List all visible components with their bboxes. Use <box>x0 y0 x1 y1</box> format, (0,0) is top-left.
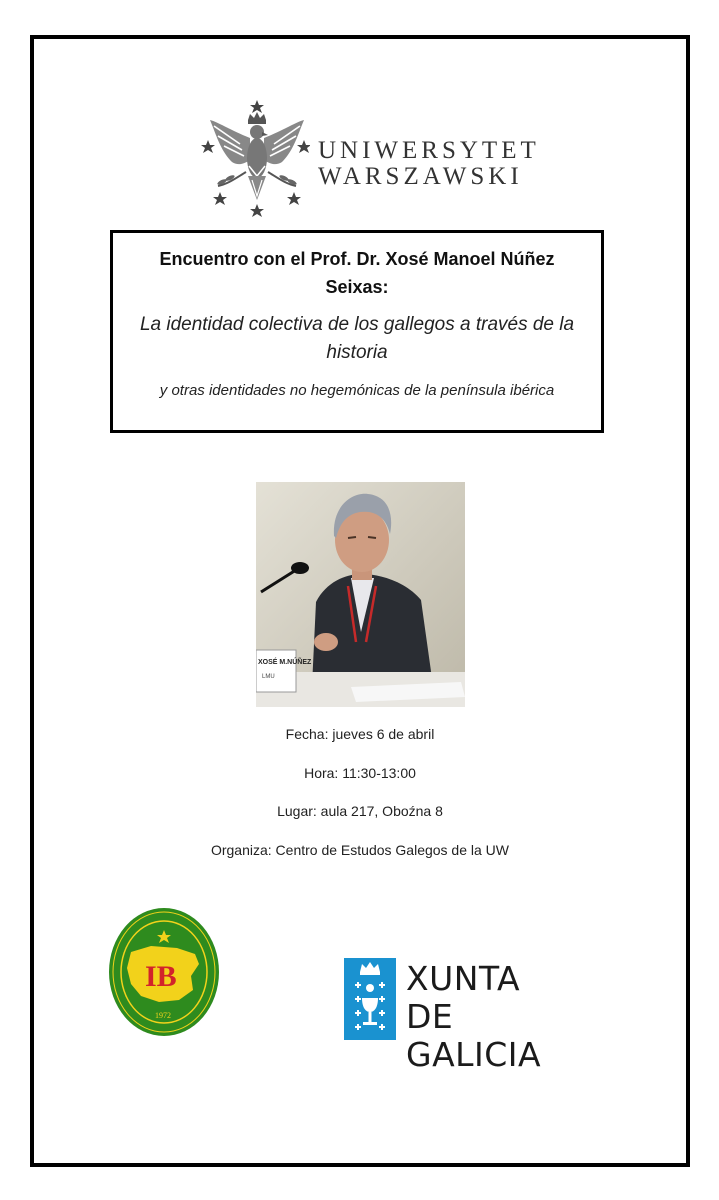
xunta-logo <box>344 958 574 1074</box>
event-date: Fecha: jueves 6 de abril <box>285 726 435 742</box>
speaker-photo-illustration <box>256 482 465 707</box>
speaker-photo <box>256 482 465 707</box>
xunta-name-line1: XUNTA <box>406 959 521 998</box>
event-subtitle: La identidad colectiva de los gallegos a través de la historia <box>139 314 575 363</box>
university-name-line1: UNIWERSYTET <box>318 137 540 164</box>
xunta-name-line2: DE GALICIA <box>406 997 542 1074</box>
xunta-emblem-icon <box>344 958 396 1040</box>
university-logo <box>200 100 540 220</box>
xunta-name <box>406 960 574 1074</box>
nameplate-text: XOSÉ M.NÚÑEZ <box>258 659 312 666</box>
event-time: Hora: 11:30-13:00 <box>304 765 416 781</box>
university-name-line2: WARSZAWSKI <box>318 163 523 190</box>
university-name <box>318 138 540 190</box>
event-subtitle-secondary: y otras identidades no hegemónicas de la península ibérica <box>159 382 555 399</box>
event-location: Lugar: aula 217, Oboźna 8 <box>277 803 443 819</box>
event-heading: Encuentro con el Prof. Dr. Xosé Manoel Núñez Seixas: <box>159 249 555 297</box>
nameplate-text-secondary: LMU <box>262 674 275 680</box>
seal-monogram: IB <box>145 960 177 993</box>
iberian-studies-seal-icon <box>107 906 221 1039</box>
seal-year: 1972 <box>155 1011 171 1020</box>
event-organizer: Organiza: Centro de Estudos Galegos de la UW <box>210 842 510 858</box>
eagle-emblem-icon <box>200 100 310 220</box>
title-box <box>110 230 604 433</box>
